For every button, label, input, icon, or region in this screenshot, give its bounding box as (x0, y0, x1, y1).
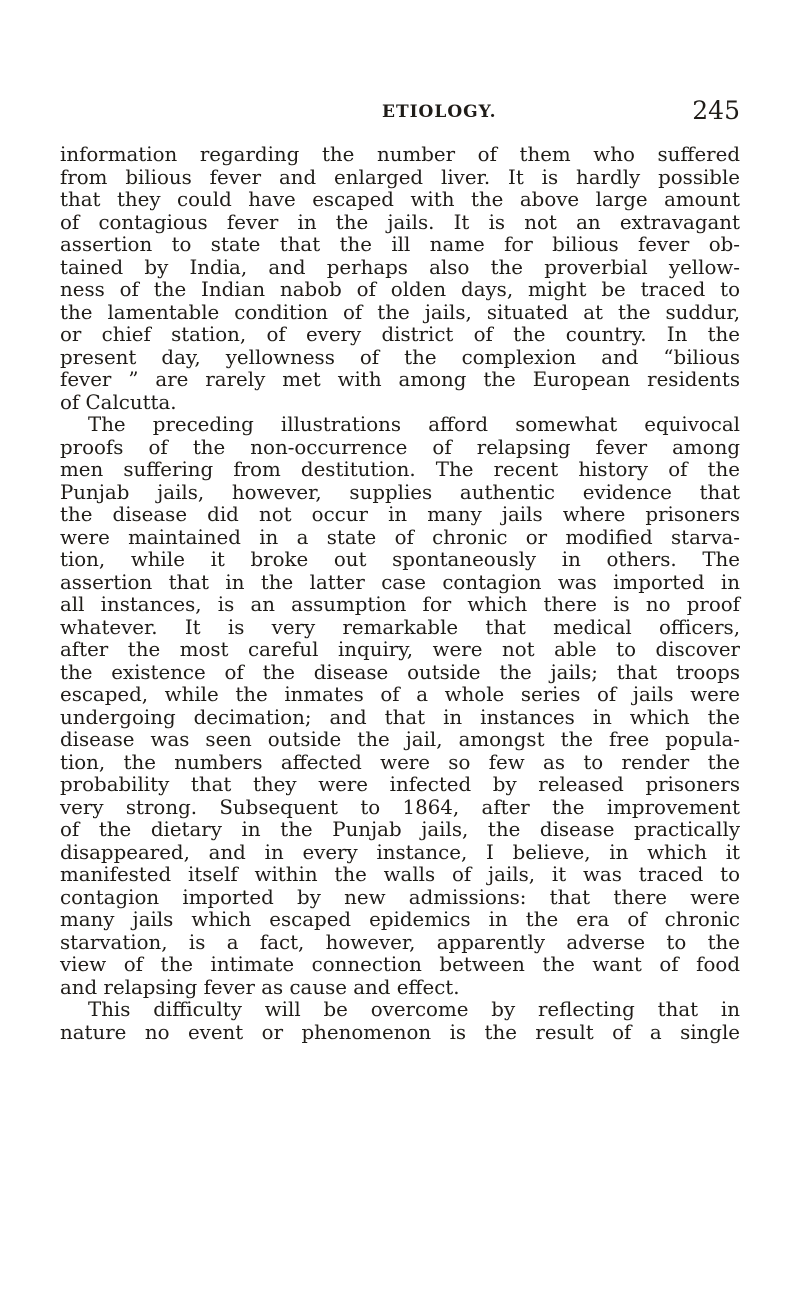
text-line: The preceding illustrations afford somewhat equivocal (88, 413, 740, 436)
text-line: present day, yellowness of the complexion and “bilious (60, 345, 740, 369)
text-line: and relapsing fever as cause and effect. (60, 975, 460, 999)
text-line: whatever. It is very remarkable that medical officers, (60, 615, 740, 639)
text-line: information regarding the number of them who suffered (60, 143, 740, 166)
text-line: Punjab jails, however, supplies authentic evidence that (60, 480, 740, 504)
text-line: the lamentable condition of the jails, situated at the suddur, (60, 300, 740, 324)
text-line: ness of the Indian nabob of olden days, might be traced to (60, 278, 740, 301)
text-line: assertion that in the latter case contagion was imported in (60, 570, 740, 594)
text-line: were maintained in a state of chronic or modified starva- (60, 525, 740, 549)
text-line: tained by India, and perhaps also the proverbial yellow- (60, 255, 740, 279)
text-line: very strong. Subsequent to 1864, after the improvement (60, 795, 740, 819)
text-line: This difficulty will be overcome by reflecting that in (88, 998, 740, 1021)
text-line: of Calcutta. (60, 390, 177, 414)
text-line: the existence of the disease outside the jails; that troops (60, 660, 740, 684)
text-line: many jails which escaped epidemics in the era of chronic (60, 908, 740, 931)
text-line: manifested itself within the walls of jails, it was traced to (60, 863, 740, 886)
text-line: after the most careful inquiry, were not able to discover (60, 638, 740, 661)
text-line: disappeared, and in every instance, I believe, in which it (60, 840, 740, 864)
text-line: escaped, while the inmates of a whole series of jails were (60, 683, 740, 706)
text-line: assertion to state that the ill name for bilious fever ob- (60, 233, 740, 256)
page-number: 245 (692, 96, 740, 125)
text-line: starvation, is a fact, however, apparently adverse to the (60, 930, 740, 954)
text-line: the disease did not occur in many jails where prisoners (60, 503, 740, 526)
text-line: nature no event or phenomenon is the result of a single (60, 1020, 740, 1044)
text-line: tion, while it broke out spontaneously in others. The (60, 548, 740, 571)
text-line: tion, the numbers affected were so few as to render the (60, 750, 740, 774)
text-line: of the dietary in the Punjab jails, the disease practically (60, 818, 740, 841)
text-line: proofs of the non-occurrence of relapsing fever among (60, 435, 740, 459)
running-head (60, 96, 740, 132)
text-line: or chief station, of every district of the country. In the (60, 323, 740, 346)
text-line: men suffering from destitution. The recent history of the (60, 458, 740, 481)
text-line: from bilious fever and enlarged liver. It is hardly possible (60, 165, 740, 189)
text-line: probability that they were infected by released prisoners (60, 773, 740, 796)
text-line: of contagious fever in the jails. It is not an extravagant (60, 210, 740, 234)
text-line: that they could have escaped with the above large amount (60, 188, 740, 211)
text-line: undergoing decimation; and that in instances in which the (60, 705, 740, 729)
text-line: all instances, is an assumption for which there is no proof (60, 593, 740, 616)
text-line: view of the intimate connection between the want of food (60, 953, 740, 976)
body-text (60, 144, 740, 1044)
text-line: fever ” are rarely met with among the European residents (60, 368, 740, 391)
text-line: contagion imported by new admissions: that there were (60, 885, 740, 909)
running-title: ETIOLOGY. (382, 102, 497, 122)
text-line: disease was seen outside the jail, amongst the free popula- (60, 728, 740, 751)
